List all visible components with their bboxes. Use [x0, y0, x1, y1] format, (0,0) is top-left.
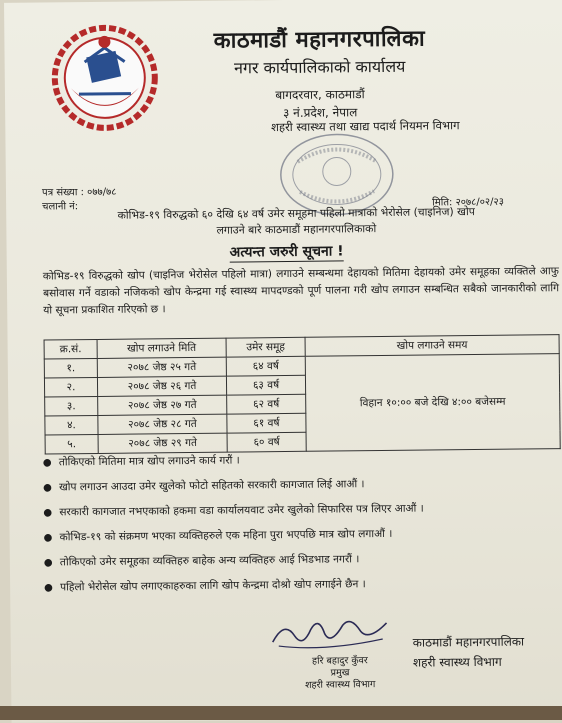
list-item: ● तोकिएको मितिमा मात्र खोप लगाउने कार्य गरौं ।: [39, 450, 559, 470]
row-serial: ५.: [45, 434, 98, 454]
list-item: ● तोकिएको उमेर समूहका व्यक्तिहरु बाहेक अन्य व्यक्तिहरु आई भिडभाड नगरौं ।: [40, 550, 560, 570]
org-name: काठमाडौं महानगरपालिका: [213, 26, 426, 54]
row-serial: २.: [44, 377, 97, 397]
department-name: शहरी स्वास्थ्य तथा खाद्य पदार्थ नियमन विभाग: [271, 118, 460, 135]
signoff-org: काठमाडौं महानगरपालिका: [412, 634, 525, 650]
notice-paper: [4, 0, 562, 723]
notice-heading-text: अत्यन्त जरुरी सूचना !: [229, 243, 344, 261]
list-item: ● कोभिड-१९ को संक्रमण भएका व्यक्तिहरुले एक महिना पुरा भएपछि मात्र खोप लगाऔं ।: [40, 525, 560, 545]
signatory-unit: शहरी स्वास्थ्य विभाग: [304, 679, 376, 691]
row-date: २०७८ जेष्ठ २७ गते: [98, 395, 227, 415]
list-item: ● पहिलो भेरोसेल खोप लगाएकाहरुका लागि खोप केन्द्रमा दोश्रो खोप लगाईने छैन ।: [40, 575, 560, 595]
row-date: २०७८ जेष्ठ २५ गते: [97, 357, 226, 377]
row-serial: १.: [44, 358, 97, 378]
office-name: नगर कार्यपालिकाको कार्यालय: [233, 56, 406, 78]
subject-line-1: कोभिड-१९ विरुद्धको ६० देखि ६४ वर्ष उमेर समूहमा पहिलो मात्राको भेरोसेल (चाइनिज) खोप: [117, 205, 475, 222]
row-age: ६४ वर्ष: [226, 356, 305, 376]
province: ३ नं.प्रदेश, नेपाल: [282, 105, 358, 121]
intro-paragraph: कोभिड-१९ विरुद्धको खोप (चाइनिज भेरोसेल पहिलो मात्रा) लगाउने सम्बन्धमा देहायको मितिमा देहायको उमेर समूहका व्यक्तिले आफु बसोवास गर्ने वडाको नजिकको खोप केन्द्रमा गई स्वास्थ्य मापदण्डको पूर्ण पालना गरी खोप लगाउन सम्बन्धित सबैको जानकारीको लागि यो सूचना प्रकाशित गरिएको छ ।: [42, 265, 560, 317]
header-serial: क्र.सं.: [44, 339, 97, 359]
signoff-department: शहरी स्वास्थ्य विभाग: [412, 654, 502, 670]
instructions-list: [39, 450, 561, 605]
row-date: २०७८ जेष्ठ २८ गते: [98, 414, 227, 434]
row-age: ६२ वर्ष: [227, 394, 306, 414]
background-surface: [0, 706, 562, 720]
row-age: ६१ वर्ष: [227, 413, 306, 433]
row-serial: ४.: [45, 415, 98, 435]
header-age-group: उमेर समूह: [226, 337, 305, 357]
row-date: २०७८ जेष्ठ २६ गते: [97, 376, 226, 396]
reference-number: पत्र संख्या : ०७७/७८: [41, 186, 117, 199]
notice-date: मिति: २०७८/०२/२३: [432, 196, 504, 209]
row-serial: ३.: [45, 396, 98, 416]
list-item: ● खोप लगाउन आउदा उमेर खुलेको फोटो सहितको सरकारी कागजात लिई आऔं ।: [39, 475, 559, 495]
row-age: ६० वर्ष: [227, 432, 306, 452]
signatory-title: प्रमुख: [330, 667, 350, 679]
header-time: खोप लगाउने समय: [305, 335, 559, 357]
signatory-block: [285, 655, 395, 692]
signoff-block: [413, 632, 525, 673]
row-age: ६३ वर्ष: [226, 375, 305, 395]
signatory-name: हरि बहादुर कुँवर: [311, 655, 368, 667]
handwritten-signature: [264, 611, 394, 658]
row-date: २०७८ जेष्ठ २९ गते: [98, 433, 227, 453]
list-item: ● सरकारी कागजात नभएकाको हकमा वडा कार्यालयवाट उमेर खुलेको सिफारिस पत्र लिएर आऔं ।: [39, 500, 559, 520]
vaccination-time: विहान १०:०० बजे देखि ४:०० बजेसम्म: [305, 354, 560, 452]
dispatch-number: चलानी नं:: [42, 201, 79, 213]
notice-heading: [7, 239, 562, 264]
header-date: खोप लगाउने मिति: [97, 338, 226, 358]
office-address: बागदरवार, काठमाडौं: [275, 87, 365, 103]
vaccination-schedule-table: [44, 334, 561, 454]
subject-line-2: लगाउने बारे काठमाडौं महानगरपालिकाको: [216, 222, 377, 237]
